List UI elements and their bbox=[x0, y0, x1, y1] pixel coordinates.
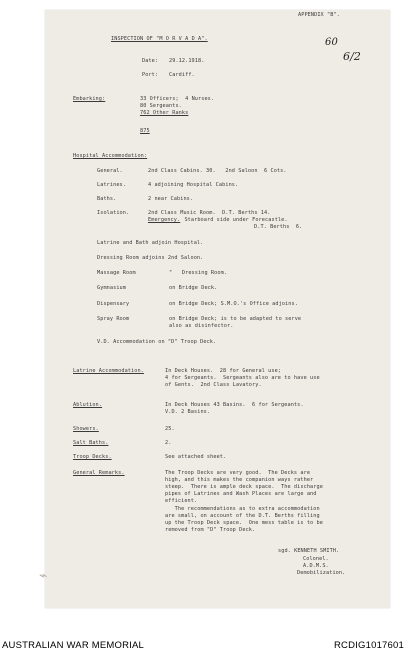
general-remarks-line: efficient. bbox=[165, 498, 198, 504]
embarking-other-ranks: 762 Other Ranks bbox=[140, 110, 189, 116]
embarking-officers: 33 Officers; 4 Nurses. bbox=[140, 96, 215, 102]
embarking-total: 875 bbox=[140, 128, 150, 134]
ablution-label: Ablution. bbox=[73, 402, 103, 408]
date-value: 29.12.1918. bbox=[169, 58, 205, 64]
port-value: Cardiff. bbox=[169, 72, 195, 78]
troop-decks-value: See attached sheet. bbox=[165, 454, 227, 460]
dispensary-value: on Bridge Deck; S.M.O.'s Office adjoins. bbox=[169, 301, 298, 307]
troop-decks-label: Troop Decks. bbox=[73, 454, 112, 460]
general-remarks-line: high, and this makes the companion ways rather bbox=[165, 477, 314, 483]
spray-room-label: Spray Room bbox=[97, 316, 130, 322]
massage-value: " Dressing Room. bbox=[169, 270, 228, 276]
general-remarks-line: are small, on account of the D.T. Berths filling bbox=[165, 513, 320, 519]
spray-room-value-cont: also as disinfector. bbox=[169, 323, 234, 329]
hospital-heading: Hospital Accommodation: bbox=[73, 153, 148, 159]
showers-label: Showers. bbox=[73, 426, 99, 432]
latrines-value: 4 adjoining Hospital Cabins. bbox=[148, 182, 239, 188]
general-remarks-label: General Remarks. bbox=[73, 470, 125, 476]
dressing-room-note: Dressing Room adjoins 2nd Saloon. bbox=[97, 255, 204, 261]
signature-rank: Colonel. bbox=[303, 556, 329, 562]
isolation-emergency-berths: D.T. Berths 6. bbox=[254, 224, 303, 230]
date-label: Date: bbox=[142, 58, 159, 64]
general-remarks-line: removed from "D" Troop Deck. bbox=[165, 527, 256, 533]
latrine-bath-note: Latrine and Bath adjoin Hospital. bbox=[97, 240, 204, 246]
general-remarks-line: The recommendations as to extra accommodation bbox=[165, 506, 320, 512]
general-remarks-line: steep. There is ample deck space. The discharge bbox=[165, 484, 323, 490]
general-value: 2nd Class Cabins. 30. 2nd Saloon 6 Cots. bbox=[148, 168, 287, 174]
general-remarks-line: The Troop Decks are very good. The Decks are bbox=[165, 470, 311, 476]
general-remarks-line: pipes of Latrines and Wash Places are large and bbox=[165, 491, 317, 497]
signature-office: Demobilization. bbox=[297, 570, 346, 576]
isolation-emergency-value: Starboard side under Forecastle. bbox=[178, 217, 288, 223]
salt-baths-label: Salt Baths. bbox=[73, 440, 109, 446]
latrine-accommodation-line2: 4 for Sergeants. Sergeants also are to have use bbox=[165, 375, 320, 381]
latrine-accommodation-line3: of Gents. 2nd Class Lavatory. bbox=[165, 382, 262, 388]
ablution-line2: V.D. 2 Basins. bbox=[165, 409, 211, 415]
general-label: General. bbox=[97, 168, 123, 174]
signature-name: sgd. KENNETH SMITH. bbox=[278, 548, 340, 554]
spray-room-value: on Bridge Deck; is to be adapted to serve bbox=[169, 316, 302, 322]
baths-label: Baths. bbox=[97, 196, 117, 202]
general-remarks-line: up the Troop Deck space. One mess table is to be bbox=[165, 520, 323, 526]
showers-value: 25. bbox=[165, 426, 175, 432]
document-page bbox=[39, 10, 390, 608]
handwritten-fraction: 6/2 bbox=[343, 50, 362, 63]
gymnasium-label: Gymnasium bbox=[97, 285, 127, 291]
isolation-emergency-label: Emergency. bbox=[148, 217, 181, 223]
document-title: INSPECTION OF "M O R V A D A". bbox=[111, 36, 208, 42]
embarking-label: Embarking: bbox=[73, 96, 106, 102]
vd-accommodation-note: V.D. Accommodation on "D" Troop Deck. bbox=[97, 339, 217, 345]
embarking-sergeants: 80 Sergeants. bbox=[140, 103, 182, 109]
dispensary-label: Dispensary bbox=[97, 301, 130, 307]
baths-value: 2 near Cabins. bbox=[148, 196, 194, 202]
isolation-value: 2nd Class Music Room. D.T. Berths 14. bbox=[148, 210, 271, 216]
signature-title: A.D.M.S. bbox=[303, 563, 329, 569]
faint-margin-mark: ⌁ bbox=[39, 568, 48, 584]
latrines-label: Latrines. bbox=[97, 182, 127, 188]
footer-institution: AUSTRALIAN WAR MEMORIAL bbox=[2, 640, 145, 651]
footer-record-id: RCDIG1017601 bbox=[334, 640, 404, 651]
ablution-line1: In Deck Houses 43 Basins. 6 for Sergeants. bbox=[165, 402, 304, 408]
gymnasium-value: on Bridge Deck. bbox=[169, 285, 218, 291]
handwritten-folio-number: 60 bbox=[325, 37, 338, 48]
isolation-label: Isolation. bbox=[97, 210, 130, 216]
port-label: Port: bbox=[142, 72, 159, 78]
latrine-accommodation-line1: In Deck Houses. 28 for General use; bbox=[165, 368, 282, 374]
latrine-accommodation-label: Latrine Accommodation. bbox=[73, 368, 144, 374]
appendix-label: APPENDIX "B". bbox=[298, 12, 340, 18]
salt-baths-value: 2. bbox=[165, 440, 172, 446]
massage-label: Massage Room bbox=[97, 270, 136, 276]
